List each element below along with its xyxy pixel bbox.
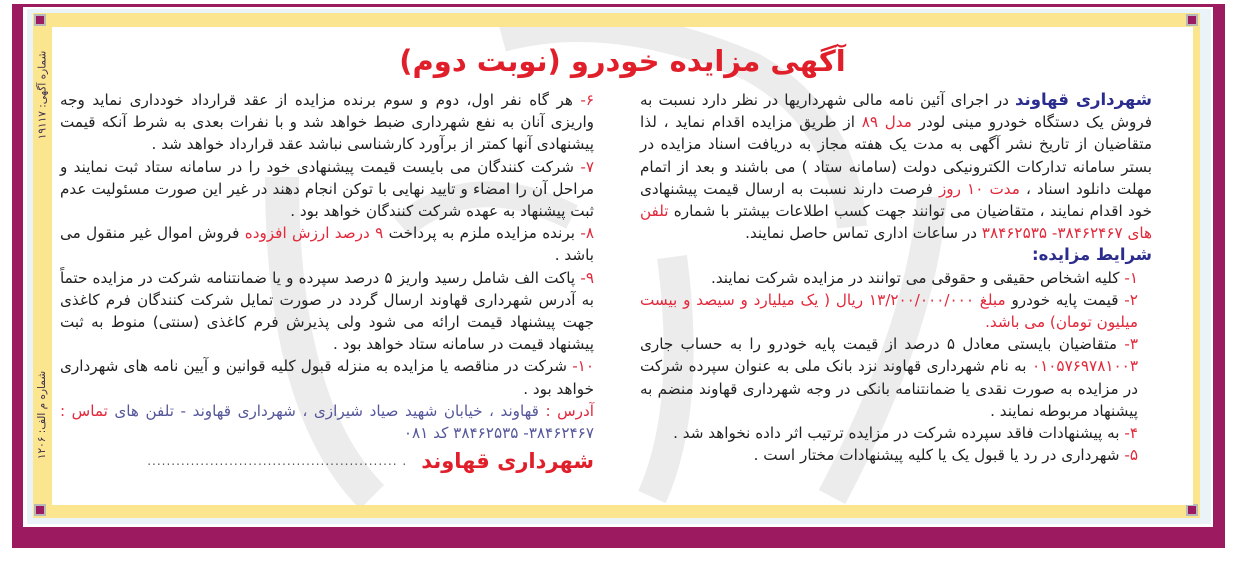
condition-item [640, 422, 1152, 444]
signature: شهرداری قهاوند [421, 449, 594, 474]
text-segment: شرکت در مناقصه یا مزایده به منزله قبول کلیه قوانین و آیین نامه های شهرداری خواهد بود . [60, 357, 594, 398]
text-segment: در اجرای آئین نامه مالی شهرداریها در نظر دارد نسبت به فروش یک دستگاه خودرو مینی لودر [640, 91, 1152, 132]
condition-item [640, 333, 1152, 422]
emphasis-text: شهرداری قهاوند [1015, 90, 1152, 109]
text-segment: قهاوند ، خیابان شهید صیاد شیرازی ، شهرداری قهاوند - تلفن های [107, 401, 539, 420]
text-segment: متقاضیان بایستی معادل ۵ درصد از قیمت پایه خودرو را به حساب جاری [640, 335, 1118, 354]
highlight-text: ۱۰- [567, 357, 594, 376]
highlight-text: ۳- [1117, 335, 1139, 354]
corner-ornament [34, 504, 46, 516]
highlight-text: ۶- [572, 91, 594, 109]
highlight-text: ۷- [574, 157, 594, 176]
text-segment: از طریق مزایده اقدام نماید ، لذا متقاضیان از تاریخ نشر آگهی به مدت یک هفته مجاز به دریافت اسناد مزایده در بستر سامانه تدارکات الکترونیکی دولت (سامانه ستاد ) می باشند و بعد از اتمام مهلت دانلود اسناد ، [640, 113, 1152, 198]
ad-number: شماره آگهی: ۱۹۱۱۷ [36, 50, 49, 140]
text-segment: هر گاه نفر اول، دوم و سوم برنده مزایده از عقد قرارداد خودداری نماید وجه واریزی آنان به نفع شهرداری ضبط خواهد شد و با نفرات بعدی به شرط آنکه قیمت پیشنهادی آنها کمتر از برآورد کارشناسی نباشد عقد قرارداد خواهد شد . [60, 91, 594, 154]
condition-item [640, 444, 1152, 466]
highlight-text: مدت ۱۰ روز [938, 179, 1020, 198]
highlight-text: ۴- [1119, 424, 1138, 443]
corner-ornament [1186, 504, 1198, 516]
corner-ornament [34, 14, 46, 26]
ad-number-side [33, 40, 51, 150]
text-segment: به پیشنهادات فاقد سپرده شرکت در مزایده ترتیب اثر داده نخواهد شد . [673, 424, 1120, 443]
dotted-line: . .................................................... [147, 454, 408, 469]
ad-title: آگهی مزایده خودرو (نوبت دوم) [399, 44, 846, 78]
highlight-text: مدل ۸۹ [861, 113, 912, 132]
text-segment: به نام شهرداری قهاوند نزد بانک ملی به عنوان سپرده شرکت در مزایده به صورت نقدی یا ضمانتنامه بانکی در وجه شهرداری قهاوند منضم به پیشنهاد مربوطه نمایند . [640, 357, 1138, 420]
condition-item [640, 267, 1152, 289]
condition-item [640, 289, 1152, 333]
text-segment: فروش اموال غیر منقول می باشد . [60, 224, 594, 265]
highlight-text: ۰۱۰۵۷۶۹۷۸۱۰۰۳ [1031, 357, 1138, 376]
condition-item [60, 267, 608, 356]
condition-item [60, 89, 608, 156]
left-column [60, 89, 608, 472]
right-column [640, 89, 1152, 466]
highlight-text: ۱- [1119, 268, 1138, 287]
text-segment: برنده مزایده ملزم به پرداخت [383, 224, 575, 243]
intro-paragraph [640, 89, 1152, 244]
ref-number-side [33, 340, 51, 490]
text-segment: فرصت دارند نسبت به ارسال قیمت پیشنهادی خود اقدام نمایند ، متقاضیان می توانند جهت کسب اطلاعات بیشتر با شماره [640, 179, 1152, 221]
text-segment: شرکت کنندگان می بایست قیمت پیشنهادی خود را در سامانه ستاد ثبت نمایند و مراحل آن را امضاء و تایید نهایی با توکن انجام دهند در غیر این صورت مسئولیت عدم ثبت پیشنهاد به عهده شرکت کنندگان خواهد بود . [60, 157, 594, 221]
signature-row [60, 450, 608, 472]
highlight-text: مبلغ ۱۳/۲۰۰/۰۰۰/۰۰۰ ریال ( یک میلیارد و سیصد و بیست میلیون تومان) می باشد. [640, 290, 1138, 332]
text-segment: ۳۸۴۶۲۴۶۷- ۳۸۴۶۲۵۳۵ کد ۰۸۱ [403, 424, 594, 443]
text-segment: پاکت الف شامل رسید واریز ۵ درصد سپرده و یا ضمانتنامه شرکت در مزایده حتماً به آدرس شهرداری قهاوند ارسال گردد در صورت تمایل شرکت کنندگان فرم کاغذی جهت پیشنهاد قیمت ارائه می شود ولی پذیرش فرم کاغذی (سنتی) منوط به ثبت پیشنهاد قیمت در سامانه ستاد خواهد بود . [60, 268, 594, 354]
highlight-text: تماس : [60, 401, 108, 420]
condition-item [60, 222, 608, 266]
text-segment: کلیه اشخاص حقیقی و حقوقی می توانند در مزایده شرکت نمایند. [711, 268, 1120, 287]
text-segment: در ساعات اداری تماس حاصل نمایند. [745, 224, 982, 243]
conditions-list-right [640, 267, 1152, 467]
highlight-text: ۸- [574, 224, 594, 243]
conditions-list-left [60, 89, 608, 400]
highlight-text: تلفن های ۳۸۴۶۲۴۶۷- ۳۸۴۶۲۵۳۵ [640, 202, 1152, 243]
condition-item [60, 156, 608, 223]
conditions-heading: شرایط مزایده: [1032, 245, 1152, 265]
condition-item [60, 355, 608, 399]
highlight-text: ۹- [575, 268, 595, 287]
address [60, 400, 608, 444]
highlight-text: ۹ درصد ارزش افزوده [244, 224, 384, 243]
text-segment: شهرداری در رد یا قبول یک یا کلیه پیشنهادات مختار است . [753, 446, 1120, 465]
highlight-text: ۲- [1118, 290, 1138, 309]
corner-ornament [1186, 14, 1198, 26]
ad-body [52, 27, 1193, 505]
text-segment: قیمت پایه خودرو [1005, 290, 1119, 309]
highlight-text: آدرس : [538, 401, 594, 420]
ref-number: شماره م الف: ۱۲۰۶ [36, 370, 48, 460]
highlight-text: ۵- [1119, 446, 1138, 465]
